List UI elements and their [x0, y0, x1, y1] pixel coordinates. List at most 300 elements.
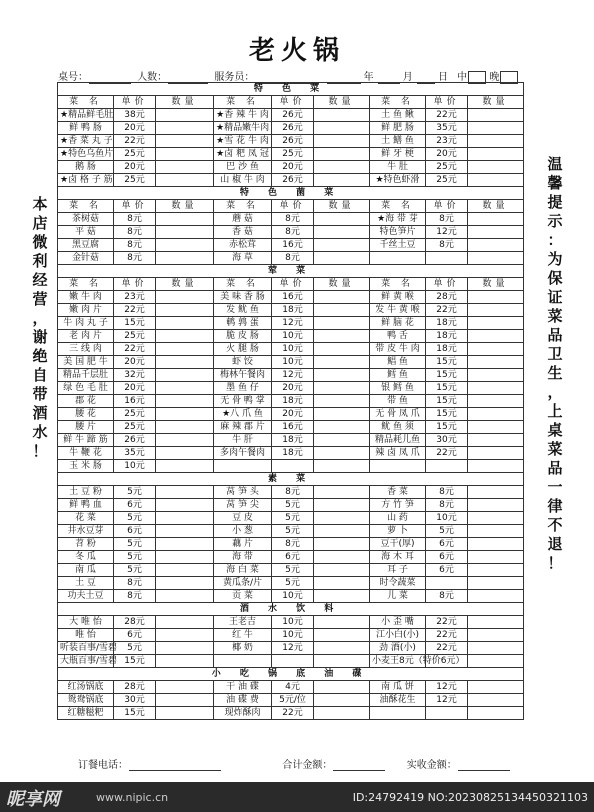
dish-price: 15元 [426, 382, 468, 395]
paid-label: 实收金额： [406, 760, 457, 771]
qty-cell[interactable] [314, 460, 370, 473]
qty-cell[interactable] [468, 382, 524, 395]
header-price: 单价 [272, 200, 314, 213]
dish-name: 蘑 菇 [214, 213, 272, 226]
dish-price: 6元 [114, 629, 156, 642]
dish-price: 26元 [272, 122, 314, 135]
dish-name: ★八 爪 鱼 [214, 408, 272, 421]
qty-cell[interactable] [314, 434, 370, 447]
dish-price: 25元 [114, 421, 156, 434]
dish-price: 6元 [114, 499, 156, 512]
qty-cell[interactable] [468, 681, 524, 694]
dish-name: 南 瓜 饼 [370, 681, 426, 694]
dish-name: 红汤锅底 [58, 681, 114, 694]
dish-price: 38元 [114, 109, 156, 122]
qty-cell[interactable] [468, 369, 524, 382]
qty-cell[interactable] [156, 122, 214, 135]
dish-price: 20元 [272, 408, 314, 421]
dish-name: 黑豆腐 [58, 239, 114, 252]
qty-cell[interactable] [314, 226, 370, 239]
side-notice-char: 酒 [32, 404, 48, 422]
dish-price: 12元 [272, 317, 314, 330]
dish-name: 鲜 黄 喉 [370, 291, 426, 304]
watermark-id: ID:24792419 NO:20230825134450321103 [352, 791, 588, 804]
dish-price: 6元 [426, 551, 468, 564]
dish-name: 油酥花生 [370, 694, 426, 707]
qty-cell[interactable] [468, 486, 524, 499]
qty-cell[interactable] [314, 369, 370, 382]
qty-cell[interactable] [156, 174, 214, 187]
dish-price: 10元 [272, 356, 314, 369]
dish-name: 鹌 鹑 蛋 [214, 317, 272, 330]
section-title: 酒 水 饮 料 [58, 603, 524, 616]
menu-row [58, 525, 524, 538]
dish-name: 劲 酒(小) [370, 642, 426, 655]
side-notice-char: 营 [32, 290, 48, 308]
header-price: 单价 [114, 96, 156, 109]
menu-row [58, 512, 524, 525]
qty-cell[interactable] [468, 109, 524, 122]
qty-cell[interactable] [468, 538, 524, 551]
dish-price: 18元 [426, 317, 468, 330]
dish-price: 15元 [114, 317, 156, 330]
dish-name: 江小白(小) [370, 629, 426, 642]
dish-price: 22元 [426, 642, 468, 655]
dish-name: 时令蔬菜 [370, 577, 426, 590]
dish-price: 8元 [114, 213, 156, 226]
qty-cell[interactable] [156, 590, 214, 603]
dish-name: 土 鳝 鱼 [370, 135, 426, 148]
qty-cell[interactable] [156, 564, 214, 577]
dish-name: 黄瓜条/片 [214, 577, 272, 590]
dish-name: 巴 沙 鱼 [214, 161, 272, 174]
menu-row [58, 174, 524, 187]
side-notice-char: 谢 [32, 328, 48, 346]
dish-price: 30元 [426, 434, 468, 447]
header-name: 菜 名 [370, 96, 426, 109]
qty-cell[interactable] [156, 148, 214, 161]
dish-name: 苕 粉 [58, 538, 114, 551]
dish-name [370, 460, 426, 473]
dish-name: 土 豆 [58, 577, 114, 590]
qty-cell[interactable] [156, 629, 214, 642]
qty-cell[interactable] [314, 148, 370, 161]
qty-cell[interactable] [468, 577, 524, 590]
side-notice-char: 为 [547, 250, 563, 268]
qty-cell[interactable] [468, 213, 524, 226]
dish-price: 35元 [426, 122, 468, 135]
dish-name: 红糖糍粑 [58, 707, 114, 720]
qty-cell[interactable] [156, 161, 214, 174]
qty-cell[interactable] [314, 629, 370, 642]
dish-name: 千丝土豆 [370, 239, 426, 252]
dish-price: 15元 [426, 395, 468, 408]
qty-cell[interactable] [314, 616, 370, 629]
menu-row [58, 369, 524, 382]
dish-price: 28元 [114, 681, 156, 694]
qty-cell[interactable] [156, 382, 214, 395]
dish-price: 16元 [272, 421, 314, 434]
qty-cell[interactable] [156, 135, 214, 148]
section-title-row [58, 187, 524, 200]
dish-price: 5元 [114, 512, 156, 525]
column-header-row [58, 200, 524, 213]
column-header-row [58, 96, 524, 109]
dish-price: 15元 [426, 369, 468, 382]
qty-cell[interactable] [468, 590, 524, 603]
dish-name: 鹅 肠 [58, 161, 114, 174]
dish-price: 15元 [114, 655, 156, 668]
qty-cell[interactable] [314, 252, 370, 265]
side-notice-char: 带 [32, 385, 48, 403]
qty-cell[interactable] [468, 447, 524, 460]
dish-price: 5元 [114, 642, 156, 655]
phone-field[interactable] [129, 760, 221, 771]
qty-cell[interactable] [468, 252, 524, 265]
qty-cell[interactable] [156, 395, 214, 408]
qty-cell[interactable] [314, 486, 370, 499]
dish-price [426, 707, 468, 720]
dish-name: 鲜 肥 肠 [370, 122, 426, 135]
qty-cell[interactable] [468, 122, 524, 135]
side-notice-char: 保 [547, 269, 563, 287]
menu-row [58, 408, 524, 421]
menu-row [58, 122, 524, 135]
dish-price: 22元 [426, 616, 468, 629]
dish-name: 井水豆芽 [58, 525, 114, 538]
dish-price: 10元 [272, 629, 314, 642]
dish-name: 莴 笋 头 [214, 486, 272, 499]
menu-row [58, 577, 524, 590]
dish-price: 8元 [426, 590, 468, 603]
dish-price: 8元 [272, 226, 314, 239]
dish-price: 12元 [426, 694, 468, 707]
qty-cell[interactable] [314, 239, 370, 252]
month-label: 月 [402, 72, 413, 83]
dish-price: 28元 [426, 291, 468, 304]
dish-name: 精品耗儿鱼 [370, 434, 426, 447]
header-name: 菜 名 [58, 200, 114, 213]
dish-price: 25元 [114, 148, 156, 161]
qty-cell[interactable] [156, 499, 214, 512]
qty-cell[interactable] [156, 525, 214, 538]
qty-cell[interactable] [468, 551, 524, 564]
qty-cell[interactable] [468, 226, 524, 239]
header-qty: 数量 [156, 200, 214, 213]
qty-cell[interactable] [314, 447, 370, 460]
qty-cell[interactable] [156, 421, 214, 434]
dish-price: 8元 [426, 486, 468, 499]
dish-name: 牛 肝 [214, 434, 272, 447]
qty-cell[interactable] [314, 213, 370, 226]
qty-cell[interactable] [468, 148, 524, 161]
dish-name: 贡 菜 [214, 590, 272, 603]
qty-cell[interactable] [156, 655, 214, 668]
section-title: 特 色 菜 [58, 83, 524, 96]
dish-price: 8元 [426, 239, 468, 252]
dish-name: 王老吉 [214, 616, 272, 629]
qty-cell[interactable] [468, 330, 524, 343]
qty-cell[interactable] [156, 447, 214, 460]
qty-cell[interactable] [314, 707, 370, 720]
section-title: 特 色 菌 菜 [58, 187, 524, 200]
qty-cell[interactable] [156, 707, 214, 720]
qty-cell[interactable] [468, 304, 524, 317]
side-notice-char: ， [32, 309, 48, 327]
section-title: 小 吃 锅 底 油 碟 [58, 668, 524, 681]
header-qty: 数量 [468, 278, 524, 291]
side-notice-char: ： [547, 231, 563, 249]
menu-row [58, 356, 524, 369]
dish-name: 嫩 牛 肉 [58, 291, 114, 304]
dish-name: 椰 奶 [214, 642, 272, 655]
header-name: 菜 名 [58, 96, 114, 109]
dish-price: 22元 [426, 109, 468, 122]
dish-price: 12元 [272, 642, 314, 655]
qty-cell[interactable] [314, 499, 370, 512]
dish-name: ★精品嫩牛肉 [214, 122, 272, 135]
qty-cell[interactable] [468, 616, 524, 629]
qty-cell[interactable] [156, 408, 214, 421]
qty-cell[interactable] [314, 538, 370, 551]
dish-name: 大瓶百事/雪碧 [58, 655, 114, 668]
dish-name: 鲜 鸭 血 [58, 499, 114, 512]
dish-price: 8元 [114, 252, 156, 265]
header-qty: 数量 [156, 96, 214, 109]
dish-name: 老 肉 片 [58, 330, 114, 343]
qty-cell[interactable] [314, 655, 370, 668]
qty-cell[interactable] [314, 564, 370, 577]
qty-cell[interactable] [314, 356, 370, 369]
qty-cell[interactable] [468, 356, 524, 369]
qty-cell[interactable] [314, 642, 370, 655]
qty-cell[interactable] [468, 239, 524, 252]
side-notice-left [30, 195, 50, 461]
qty-cell[interactable] [314, 512, 370, 525]
dish-name: 冬 瓜 [58, 551, 114, 564]
header-price: 单价 [114, 200, 156, 213]
qty-cell[interactable] [314, 408, 370, 421]
dish-price: 8元 [272, 252, 314, 265]
qty-cell[interactable] [314, 551, 370, 564]
qty-cell[interactable] [468, 564, 524, 577]
dish-price: 15元 [426, 421, 468, 434]
qty-cell[interactable] [468, 434, 524, 447]
dish-price: 5元 [272, 512, 314, 525]
side-notice-char: 生 [547, 364, 563, 382]
qty-cell[interactable] [314, 525, 370, 538]
dish-price: 16元 [272, 239, 314, 252]
qty-cell[interactable] [314, 161, 370, 174]
qty-cell[interactable] [156, 577, 214, 590]
qty-cell[interactable] [156, 460, 214, 473]
qty-cell[interactable] [468, 343, 524, 356]
dish-name [214, 460, 272, 473]
qty-cell[interactable] [156, 616, 214, 629]
dish-price: 22元 [114, 135, 156, 148]
dish-price [426, 577, 468, 590]
dish-price [426, 460, 468, 473]
side-notice-char: ！ [547, 554, 563, 572]
qty-cell[interactable] [314, 590, 370, 603]
dish-name: ★香 菜 丸 子 [58, 135, 114, 148]
dish-name: 腰 片 [58, 421, 114, 434]
dish-name: 平 菇 [58, 226, 114, 239]
menu-row [58, 590, 524, 603]
dish-name: 墨 鱼 仔 [214, 382, 272, 395]
qty-cell[interactable] [156, 512, 214, 525]
dish-name: 麻 辣 郡 片 [214, 421, 272, 434]
side-notice-char: 律 [547, 497, 563, 515]
qty-cell[interactable] [468, 421, 524, 434]
qty-cell[interactable] [314, 109, 370, 122]
qty-cell[interactable] [468, 512, 524, 525]
dish-name: 耳 子 [370, 564, 426, 577]
dish-price: 10元 [272, 343, 314, 356]
qty-cell[interactable] [156, 291, 214, 304]
qty-cell[interactable] [156, 434, 214, 447]
qty-cell[interactable] [314, 343, 370, 356]
dish-name: 牛 肚 [370, 161, 426, 174]
menu-row [58, 694, 524, 707]
menu-row [58, 707, 524, 720]
qty-cell[interactable] [156, 226, 214, 239]
side-notice-char: 卫 [547, 345, 563, 363]
dish-price: 5元 [272, 499, 314, 512]
qty-cell[interactable] [156, 239, 214, 252]
dish-price: 20元 [114, 382, 156, 395]
dish-name: 海 木 耳 [370, 551, 426, 564]
qty-cell[interactable] [314, 174, 370, 187]
dish-price: 30元 [114, 694, 156, 707]
qty-cell[interactable] [314, 577, 370, 590]
dish-name: 鲜 脑 花 [370, 317, 426, 330]
section-title: 荤 菜 [58, 265, 524, 278]
qty-cell[interactable] [314, 382, 370, 395]
qty-cell[interactable] [156, 252, 214, 265]
dish-name: ★雪 花 牛 肉 [214, 135, 272, 148]
qty-cell[interactable] [468, 395, 524, 408]
qty-cell[interactable] [156, 317, 214, 330]
dish-name: 小麦王8元（特价6元） [370, 655, 426, 668]
qty-cell[interactable] [468, 135, 524, 148]
dish-price: 22元 [272, 707, 314, 720]
qty-cell[interactable] [314, 135, 370, 148]
side-notice-char: 品 [547, 459, 563, 477]
header-name: 菜 名 [214, 96, 272, 109]
dish-name: 香 菜 [370, 486, 426, 499]
qty-cell[interactable] [156, 538, 214, 551]
qty-cell[interactable] [156, 330, 214, 343]
menu-row [58, 642, 524, 655]
header-name: 菜 名 [370, 200, 426, 213]
dish-price: 32元 [114, 369, 156, 382]
qty-cell[interactable] [156, 369, 214, 382]
dish-price: 18元 [272, 447, 314, 460]
qty-cell[interactable] [156, 681, 214, 694]
qty-cell[interactable] [468, 642, 524, 655]
waiter-label: 服务员： [214, 72, 255, 83]
qty-cell[interactable] [156, 551, 214, 564]
qty-cell[interactable] [156, 304, 214, 317]
dish-name: 鲜 牙 梗 [370, 148, 426, 161]
paid-field[interactable] [458, 760, 510, 771]
qty-cell[interactable] [156, 694, 214, 707]
qty-cell[interactable] [468, 707, 524, 720]
qty-cell[interactable] [156, 213, 214, 226]
dish-price: 22元 [426, 304, 468, 317]
header-name: 菜 名 [214, 278, 272, 291]
dish-price: 25元 [114, 408, 156, 421]
side-notice-char: 退 [547, 535, 563, 553]
side-notice-char: 上 [547, 402, 563, 420]
qty-cell[interactable] [468, 291, 524, 304]
qty-cell[interactable] [468, 629, 524, 642]
header-qty: 数量 [314, 278, 370, 291]
qty-cell[interactable] [468, 174, 524, 187]
qty-cell[interactable] [468, 525, 524, 538]
dish-price: 23元 [426, 135, 468, 148]
dish-name: 萝 卜 [370, 525, 426, 538]
qty-cell[interactable] [314, 330, 370, 343]
dish-name: 山 椒 牛 肉 [214, 174, 272, 187]
dish-name: 美 国 肥 牛 [58, 356, 114, 369]
menu-row [58, 161, 524, 174]
menu-title: 老火锅 [248, 36, 345, 66]
side-notice-char: 一 [547, 478, 563, 496]
qty-cell[interactable] [156, 486, 214, 499]
dish-name: 多肉午餐肉 [214, 447, 272, 460]
dish-price: 4元 [272, 681, 314, 694]
dish-name: 三 线 肉 [58, 343, 114, 356]
qty-cell[interactable] [468, 317, 524, 330]
qty-cell[interactable] [314, 395, 370, 408]
qty-cell[interactable] [156, 109, 214, 122]
menu-row [58, 616, 524, 629]
qty-cell[interactable] [314, 304, 370, 317]
qty-cell[interactable] [156, 356, 214, 369]
qty-cell[interactable] [468, 408, 524, 421]
dish-name: ★特色乌鱼片 [58, 148, 114, 161]
dish-price: 8元 [272, 538, 314, 551]
qty-cell[interactable] [314, 122, 370, 135]
side-notice-char: ， [547, 383, 563, 401]
dish-name: 土 鱼 鳅 [370, 109, 426, 122]
qty-cell[interactable] [314, 681, 370, 694]
qty-cell[interactable] [468, 655, 524, 668]
header-qty: 数量 [156, 278, 214, 291]
qty-cell[interactable] [468, 460, 524, 473]
menu-row [58, 343, 524, 356]
qty-cell[interactable] [468, 694, 524, 707]
side-notice-char: 证 [547, 288, 563, 306]
qty-cell[interactable] [314, 694, 370, 707]
qty-cell[interactable] [314, 421, 370, 434]
header-name: 菜 名 [370, 278, 426, 291]
dish-name: 发 牛 黄 喉 [370, 304, 426, 317]
dish-name: 大 唯 怡 [58, 616, 114, 629]
dish-name: ★海 带 芽 [370, 213, 426, 226]
total-field[interactable] [333, 760, 385, 771]
qty-cell[interactable] [468, 161, 524, 174]
qty-cell[interactable] [314, 291, 370, 304]
dish-price: 25元 [426, 161, 468, 174]
qty-cell[interactable] [314, 317, 370, 330]
qty-cell[interactable] [156, 343, 214, 356]
qty-cell[interactable] [468, 499, 524, 512]
dish-name: 功夫土豆 [58, 590, 114, 603]
qty-cell[interactable] [156, 642, 214, 655]
